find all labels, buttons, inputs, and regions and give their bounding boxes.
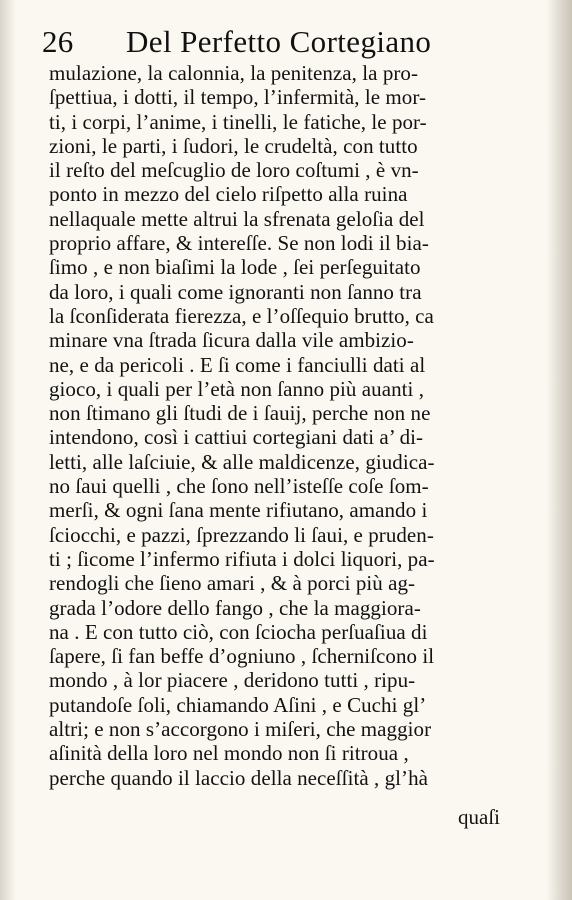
text-line: ſciocchi, e pazzi, ſprezzando li ſaui, e pruden- [49, 522, 434, 547]
text-line: perche quando il laccio della neceſſità , gl’hà [49, 765, 429, 790]
text-line: altri; e non s’accorgono i miſeri, che maggior [49, 717, 432, 742]
text-line: rendogli che ſieno amari , & à porci più ag- [49, 571, 416, 596]
text-line: na . E con tutto ciò, con ſciocha perſuaſiua di [49, 619, 428, 644]
text-line: la ſconſiderata fierezza, e l’oſſequio brutto, ca [49, 303, 434, 328]
catchword: quaſi [458, 805, 500, 829]
text-line: ſpettiua, i dotti, il tempo, l’infermità, le mor- [49, 85, 427, 110]
page-header [42, 23, 522, 61]
text-line: putandoſe ſoli, chiamando Aſini , e Cuchi gl’ [49, 692, 427, 717]
text-line: ponto in mezzo del cielo riſpetto alla ruina [49, 182, 408, 207]
text-line: proprio affare, & intereſſe. Se non lodi il bia- [49, 231, 429, 256]
page-number: 26 [42, 24, 74, 59]
text-line: ſimo , e non biaſimi la lode , ſei perſeguitato [49, 255, 421, 280]
text-line: grada l’odore dello fango , che la maggiora- [49, 595, 421, 620]
text-line: minare vna ſtrada ſicura dalla vile ambizio- [49, 328, 414, 353]
main-text-block [49, 61, 543, 790]
text-line: intendono, così i cattiui cortegiani dati a’ di- [49, 425, 424, 450]
text-line: gioco, i quali per l’età non ſanno più auanti , [49, 376, 424, 401]
text-line: no ſaui quelli , che ſono nell’isteſſe coſe ſom- [49, 474, 429, 499]
text-line: letti, alle laſciuie, & alle maldicenze, giudica- [49, 449, 435, 474]
text-line: ti, i corpi, l’anime, i tinelli, le fatiche, le por- [49, 109, 427, 134]
text-line: ti ; ſicome l’infermo rifiuta i dolci liquori, pa- [49, 546, 435, 571]
text-line: aſinità della loro nel mondo non ſi ritroua , [49, 741, 409, 766]
page-edge-shadow [546, 0, 572, 900]
text-line: da loro, i quali come ignoranti non ſanno tra [49, 279, 422, 304]
text-line: il reſto del meſcuglio de loro coſtumi , è vn- [49, 158, 419, 183]
text-line: mulazione, la calonnia, la penitenza, la pro- [49, 61, 419, 85]
text-line: ne, e da pericoli . E ſi come i fanciulli dati al [49, 352, 426, 377]
text-line: ſapere, ſi fan beffe d’ogniuno , ſcherniſcono il [49, 644, 435, 669]
text-line: nellaquale mette altrui la sfrenata geloſia del [49, 206, 425, 231]
text-line: merſi, & ogni ſana mente rifiutano, amando i [49, 498, 428, 523]
text-line: non ſtimano gli ſtudi de i ſauij, perche non ne [49, 401, 431, 426]
gutter-shadow [0, 0, 16, 900]
text-line: mondo , à lor piacere , deridono tutti , ripu- [49, 668, 416, 693]
running-head: Del Perfetto Cortegiano [126, 24, 432, 59]
text-line: zioni, le parti, i ſudori, le crudeltà, con tutto [49, 133, 418, 158]
